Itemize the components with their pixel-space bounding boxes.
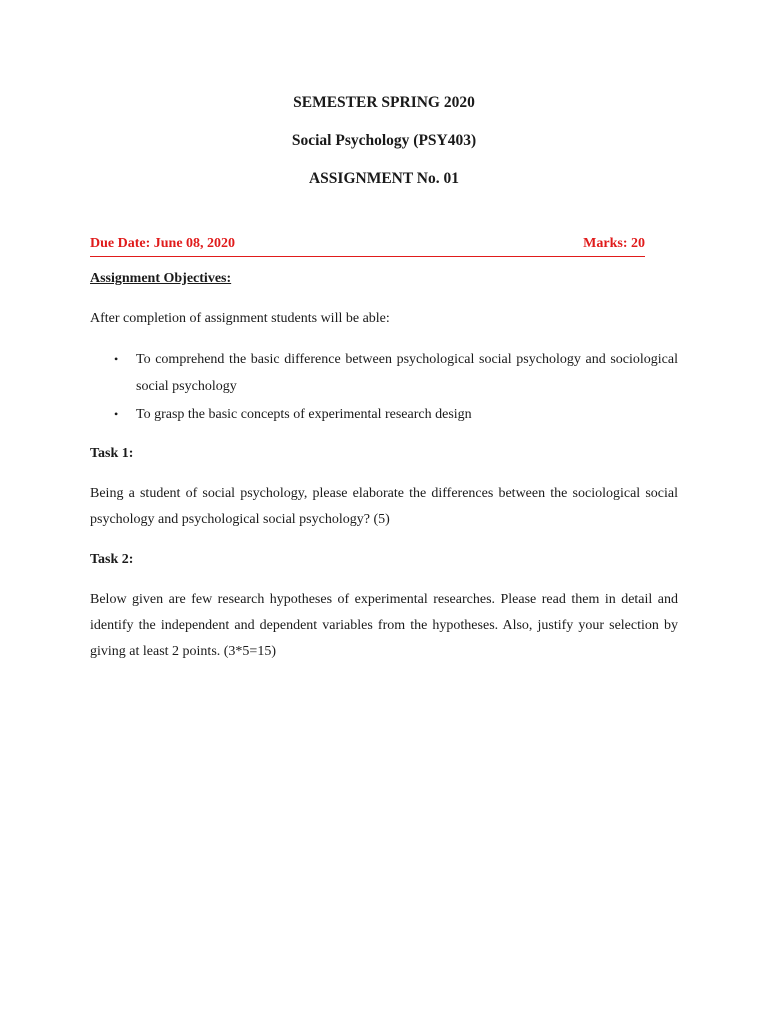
objective-text: To grasp the basic concepts of experimental research design: [136, 407, 472, 422]
task1-body: Being a student of social psychology, please elaborate the differences between the sociological social psychology and psychological social psychology? (5): [90, 486, 678, 527]
assignment-heading: ASSIGNMENT No. 01: [308, 170, 459, 187]
list-item: [90, 401, 678, 428]
due-date-row: [90, 236, 645, 257]
due-date: Due Date: June 08, 2020: [90, 236, 236, 251]
task2-title: Task 2:: [90, 552, 134, 567]
list-item: [90, 346, 678, 400]
task2-body: Below given are few research hypotheses of experimental researches. Please read them in detail and identify the independent and dependent variables from the hypotheses. Also, justify your selection by giving at least 2 points. (3*5=15): [90, 592, 678, 659]
semester-heading: SEMESTER SPRING 2020: [293, 94, 475, 111]
objectives-title: Assignment Objectives:: [90, 271, 232, 286]
objective-text: To comprehend the basic difference between psychological social psychology and sociological social psychology: [136, 352, 678, 394]
objectives-list: [90, 346, 678, 428]
objectives-intro: After completion of assignment students will be able:: [90, 311, 390, 326]
bullet-icon: •: [114, 352, 119, 366]
bullet-icon: •: [114, 407, 119, 421]
course-heading: Social Psychology (PSY403): [291, 132, 477, 149]
task1-title: Task 1:: [90, 446, 134, 461]
marks: Marks: 20: [583, 236, 645, 251]
